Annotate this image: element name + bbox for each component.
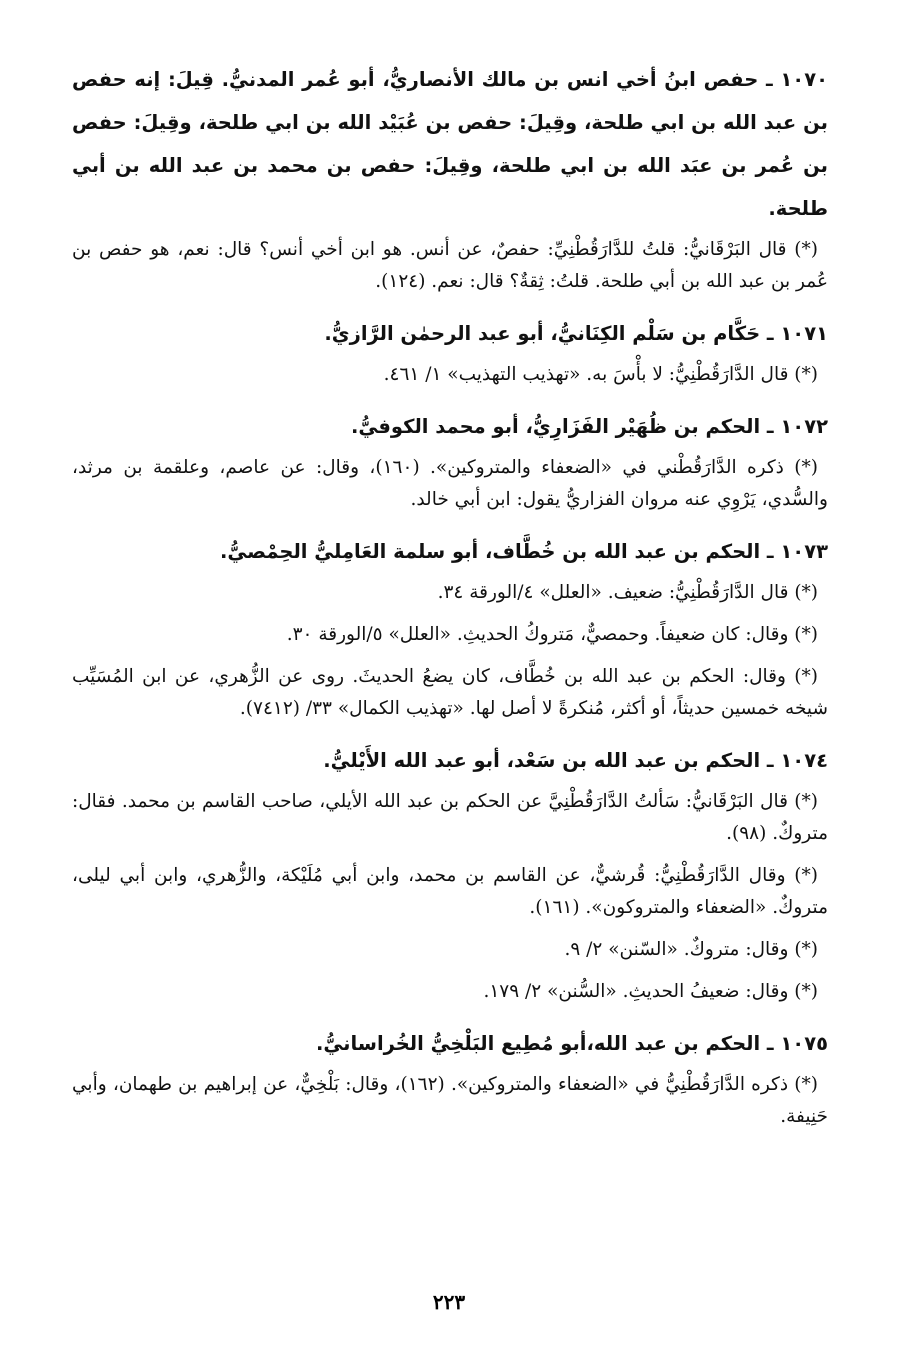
entry-note: (*) وقال: الحكم بن عبد الله بن خُطَّاف، كان يضعُ الحديثَ. روى عن الزُّهري، عن ابن المُسَيِّب شيخه خمسين حديثاً، أو أكثر، مُنكرةً لا أصل لها. «تهذيب الكمال» ٣٣/ (٧٤١٢). bbox=[72, 666, 828, 719]
entry-note: (*) ذكره الدَّارَقُطْني في «الضعفاء والمتروكين». (١٦٠)، وقال: عن عاصم، وعلقمة بن مرثد، والسُّدي، يَرْوِي عنه مروان الفزاريُّ يقول: ابن أبي خالد. bbox=[72, 457, 828, 510]
entry-heading: ١٠٧٤ ـ الحكم بن عبد الله بن سَعْد، أبو عبد الله الأَيْليُّ. bbox=[323, 749, 828, 772]
entry-1071 bbox=[72, 312, 828, 391]
entry-note: (*) ذكره الدَّارَقُطْنِيُّ في «الضعفاء والمتروكين». (١٦٢)، وقال: بَلْخِيٌّ، عن إبراهيم بن طهمان، وأبي حَنِيفة. bbox=[72, 1074, 828, 1127]
entry-note: (*) قال الدَّارَقُطْنِيُّ: ضعيف. «العلل» ٤/الورقة ٣٤. bbox=[437, 582, 818, 603]
entry-1070 bbox=[72, 58, 828, 298]
entry-1074 bbox=[72, 739, 828, 1008]
entry-1072 bbox=[72, 405, 828, 516]
entry-heading: ١٠٧٠ ـ حفص ابنُ أخي انس بن مالك الأنصاريُّ، أبو عُمر المدنيُّ. قِيلَ: إنه حفص بن عبد الله بن ابي طلحة، وقِيلَ: حفص بن عُبَيْد الله بن ابي طلحة، وقِيلَ: حفص بن عُمر بن عبَد الله بن ابي طلحة، وقِيلَ: حفص بن محمد بن عبد الله بن أبي طلحة. bbox=[72, 68, 828, 220]
entry-1073 bbox=[72, 530, 828, 725]
entry-heading: ١٠٧١ ـ حَكَّام بن سَلْم الكِنَانيُّ، أبو عبد الرحمٰن الرَّازيُّ. bbox=[324, 322, 828, 345]
entry-heading: ١٠٧٣ ـ الحكم بن عبد الله بن خُطَّاف، أبو سلمة العَامِليُّ الحِمْصيُّ. bbox=[220, 540, 828, 563]
entry-1075 bbox=[72, 1022, 828, 1133]
entry-heading: ١٠٧٥ ـ الحكم بن عبد الله،أبو مُطِيع البَلْخِيُّ الخُراسانيُّ. bbox=[315, 1032, 828, 1055]
entry-note: (*) قال البَرْقَانيُّ: قلتُ للدَّارَقُطْنِيِّ: حفصٌ، عن أنس. هو ابن أخي أنس؟ قال: نعم، هو حفص بن عُمر بن عبد الله بن أبي طلحة. قلتُ: ثِقةٌ؟ قال: نعم. (١٢٤). bbox=[72, 239, 828, 292]
entry-heading: ١٠٧٢ ـ الحكم بن ظُهَيْر الفَزَارِيُّ، أبو محمد الكوفيُّ. bbox=[350, 415, 828, 438]
entry-note: (*) قال الدَّارَقُطْنِيُّ: لا بأْسَ به. «تهذيب التهذيب» ١/ ٤٦١. bbox=[383, 364, 818, 385]
entry-note: (*) وقال الدَّارَقُطْنِيُّ: قُرشيٌّ، عن القاسم بن محمد، وابن أبي مُلَيْكة، والزُّهري، وابن أبي ليلى، متروكٌ. «الضعفاء والمتروكون». (١٦١). bbox=[72, 865, 828, 918]
entry-note: (*) قال البَرْقَانيُّ: سَألتُ الدَّارَقُطْنِيَّ عن الحكم بن عبد الله الأيلي، صاحب القاسم بن محمد. فقال: متروكٌ. (٩٨). bbox=[72, 791, 828, 844]
entry-note: (*) وقال: كان ضعيفاً. وحمصيٌّ، مَتروكُ الحديثِ. «العلل» ٥/الورقة ٣٠. bbox=[286, 624, 818, 645]
entry-note: (*) وقال: ضعيفُ الحديثِ. «السُّنن» ٢/ ١٧٩. bbox=[483, 981, 818, 1002]
page-body bbox=[72, 58, 828, 1147]
page-number: ٢٢٣ bbox=[432, 1290, 466, 1314]
entry-note: (*) وقال: متروكٌ. «السّنن» ٢/ ٩. bbox=[564, 939, 818, 960]
